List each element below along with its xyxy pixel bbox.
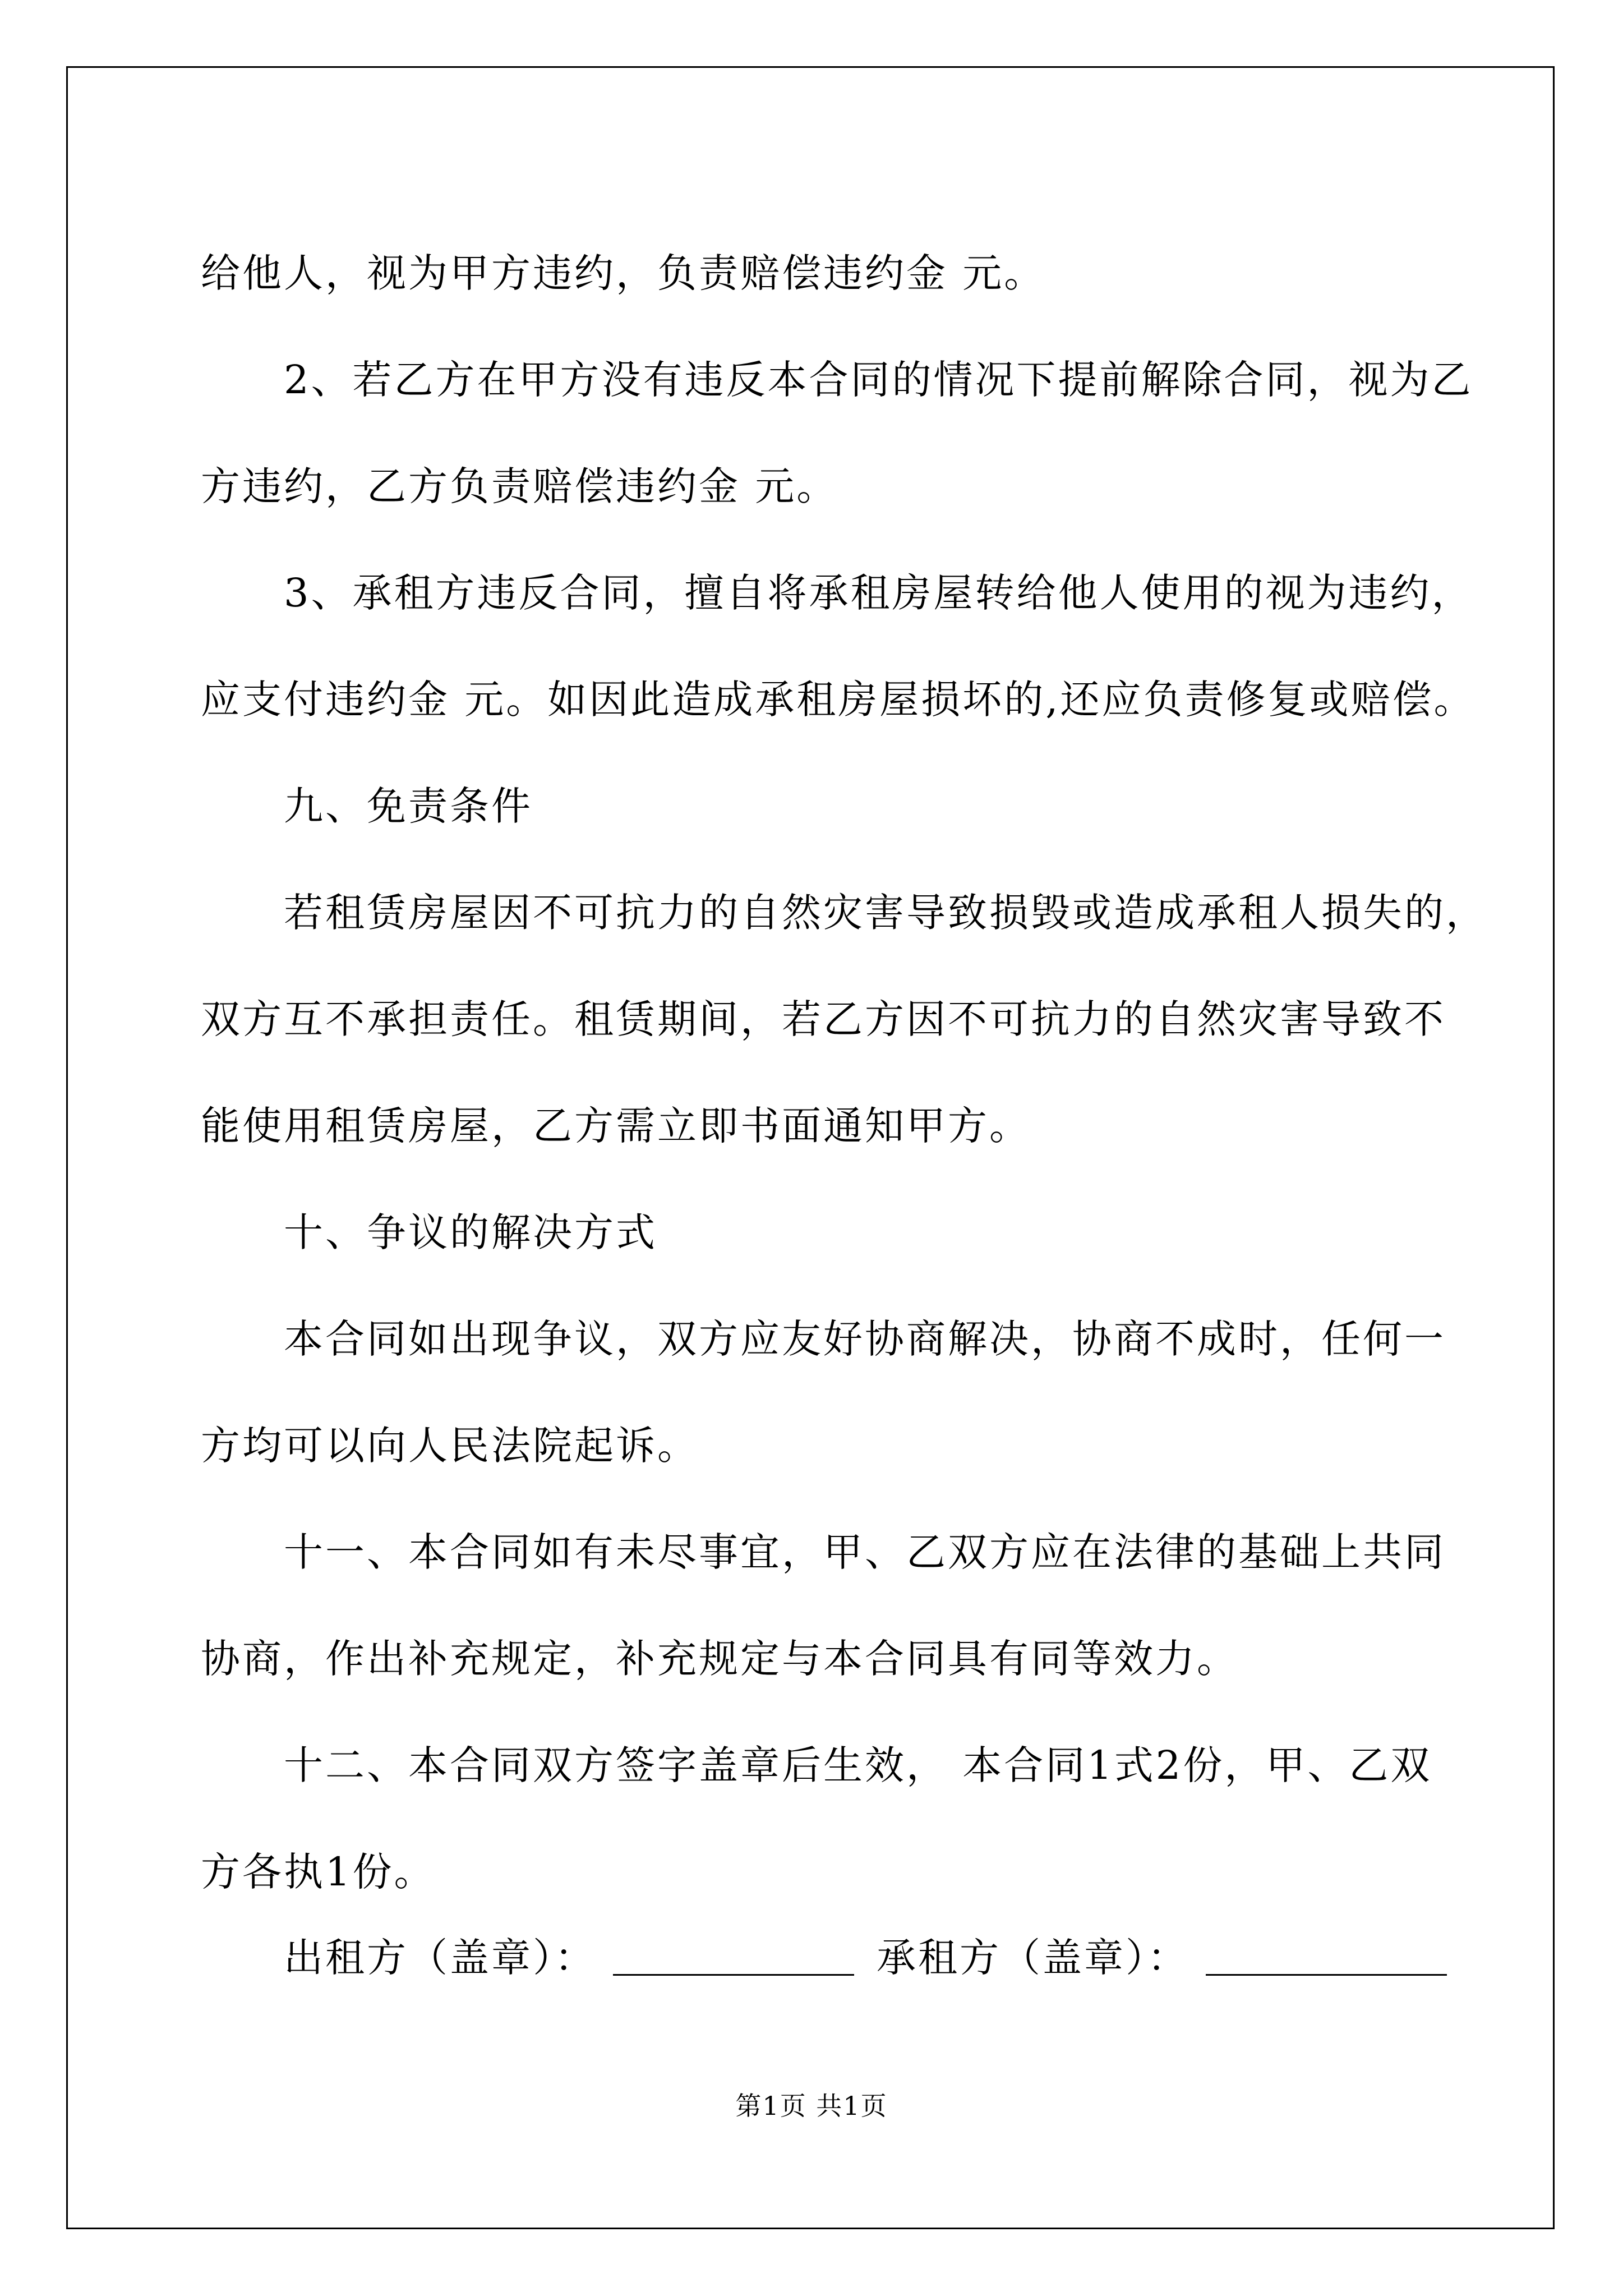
text-line: 3、承租方违反合同，擅自将承租房屋转给他人使用的视为违约， <box>284 570 1473 616</box>
text-line: 方均可以向人民法院起诉。 <box>201 1423 699 1469</box>
text-line: 九、免责条件 <box>284 783 533 829</box>
text-line: 2、若乙方在甲方没有违反本合同的情况下提前解除合同，视为乙 <box>284 357 1473 403</box>
paragraph <box>201 326 1473 540</box>
paragraph <box>201 1499 1446 1712</box>
lessee-signature-line <box>1206 1935 1447 1976</box>
text-line: 能使用租赁房屋，乙方需立即书面通知甲方。 <box>201 1103 1031 1149</box>
text-line: 十二、本合同双方签字盖章后生效， 本合同1式2份，甲、乙双 <box>284 1742 1432 1788</box>
text-line: 方各执1份。 <box>201 1849 436 1895</box>
text-line: 本合同如出现争议，双方应友好协商解决，协商不成时，任何一 <box>284 1316 1446 1362</box>
lessor-signature-line <box>613 1935 854 1976</box>
text-line: 给他人，视为甲方违约，负责赔偿违约金 元。 <box>201 250 1046 296</box>
paragraph <box>201 1712 1435 1925</box>
text-line: 十、争议的解决方式 <box>284 1209 657 1255</box>
lessee-label: 承租方（盖章）： <box>877 1935 1189 1981</box>
text-line: 应支付违约金 元。如因此造成承租房屋损坏的,还应负责修复或赔偿。 <box>201 677 1476 723</box>
page-footer: 第1页 共1页 <box>735 2091 888 2121</box>
text-line: 十一、本合同如有未尽事宜，甲、乙双方应在法律的基础上共同 <box>284 1529 1446 1575</box>
paragraph <box>201 859 1487 1179</box>
section-heading <box>201 1179 1435 1286</box>
text-line: 协商，作出补充规定，补充规定与本合同具有同等效力。 <box>201 1636 1238 1682</box>
paragraph <box>201 1286 1446 1499</box>
text-line: 方违约，乙方负责赔偿违约金 元。 <box>201 463 838 509</box>
section-heading <box>201 753 1435 859</box>
document-body <box>201 220 1487 1925</box>
text-line: 双方互不承担责任。租赁期间，若乙方因不可抗力的自然灾害导致不 <box>201 996 1446 1042</box>
text-line: 若租赁房屋因不可抗力的自然灾害导致损毁或造成承租人损失的， <box>284 890 1487 936</box>
paragraph <box>201 540 1476 753</box>
paragraph <box>201 220 1435 326</box>
signature-row <box>284 1930 1469 1986</box>
lessor-label: 出租方（盖章）： <box>284 1935 596 1981</box>
